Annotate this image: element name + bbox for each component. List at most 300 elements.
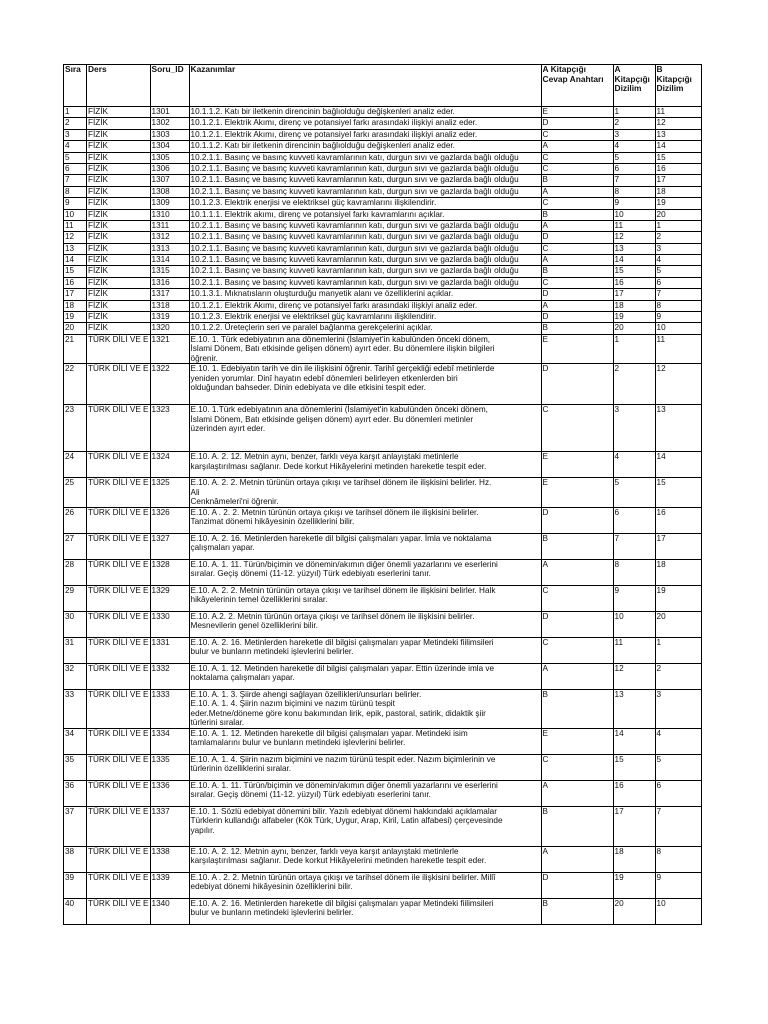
- table-row: [64, 898, 702, 924]
- table-row: [64, 559, 702, 585]
- table-row: [64, 277, 702, 288]
- row-a-dizilim-cell: 12: [613, 663, 655, 689]
- row-cevap-cell: D: [541, 872, 613, 898]
- row-sira-cell: 20: [64, 323, 87, 334]
- table-row: [64, 728, 702, 754]
- row-cevap-cell: D: [541, 312, 613, 323]
- row-ders-cell: FİZİK: [87, 312, 151, 323]
- row-ders-cell: FİZİK: [87, 209, 151, 220]
- row-sira-cell: 1: [64, 107, 87, 118]
- row-cevap-cell: A: [541, 780, 613, 806]
- row-b-dizilim-cell: 11: [655, 334, 701, 364]
- row-soru-id-cell: 1335: [150, 754, 189, 780]
- row-sira-cell: 31: [64, 637, 87, 663]
- row-a-dizilim-cell: 20: [613, 323, 655, 334]
- row-sira-cell: 27: [64, 533, 87, 559]
- row-cevap-cell: E: [541, 478, 613, 508]
- row-b-dizilim-cell: 9: [655, 312, 701, 323]
- table-row: [64, 585, 702, 611]
- row-b-dizilim-cell: 12: [655, 364, 701, 405]
- row-soru-id-cell: 1328: [150, 559, 189, 585]
- row-cevap-cell: C: [541, 152, 613, 163]
- table-row: [64, 689, 702, 728]
- row-a-dizilim-cell: 1: [613, 107, 655, 118]
- row-sira-cell: 35: [64, 754, 87, 780]
- row-sira-cell: 3: [64, 129, 87, 140]
- table-row: [64, 220, 702, 231]
- row-a-dizilim-cell: 5: [613, 152, 655, 163]
- row-cevap-cell: C: [541, 405, 613, 452]
- row-b-dizilim-cell: 13: [655, 129, 701, 140]
- row-soru-id-cell: 1333: [150, 689, 189, 728]
- row-sira-cell: 15: [64, 266, 87, 277]
- row-kazanim-cell: 10.2.1.1. Basınç ve basınç kuvveti kavramlarının katı, durgun sıvı ve gazlarda bağlı olduğu: [189, 163, 541, 174]
- row-ders-cell: FİZİK: [87, 220, 151, 231]
- row-ders-cell: FİZİK: [87, 107, 151, 118]
- row-b-dizilim-cell: 16: [655, 163, 701, 174]
- row-ders-cell: FİZİK: [87, 266, 151, 277]
- row-a-dizilim-cell: 3: [613, 405, 655, 452]
- row-b-dizilim-cell: 2: [655, 663, 701, 689]
- row-ders-cell: TÜRK DİLİ VE E: [87, 533, 151, 559]
- row-cevap-cell: E: [541, 452, 613, 478]
- row-a-dizilim-cell: 2: [613, 364, 655, 405]
- row-ders-cell: TÜRK DİLİ VE E: [87, 637, 151, 663]
- table-row: [64, 175, 702, 186]
- row-soru-id-cell: 1316: [150, 277, 189, 288]
- row-a-dizilim-cell: 19: [613, 872, 655, 898]
- row-sira-cell: 26: [64, 507, 87, 533]
- row-b-dizilim-cell: 3: [655, 243, 701, 254]
- row-ders-cell: FİZİK: [87, 255, 151, 266]
- table-row: [64, 533, 702, 559]
- row-kazanim-cell: E.10. A . 2. 2. Metnin türünün ortaya çıkışı ve tarihsel dönem ile ilişkisini belirler. Tanzimat dönemi hikâyesinin özelliklerini bilir.: [189, 507, 541, 533]
- row-ders-cell: FİZİK: [87, 186, 151, 197]
- row-b-dizilim-cell: 8: [655, 300, 701, 311]
- row-a-dizilim-cell: 17: [613, 289, 655, 300]
- row-ders-cell: FİZİK: [87, 243, 151, 254]
- row-cevap-cell: D: [541, 507, 613, 533]
- row-soru-id-cell: 1313: [150, 243, 189, 254]
- row-cevap-cell: A: [541, 220, 613, 231]
- row-a-dizilim-cell: 10: [613, 209, 655, 220]
- row-a-dizilim-cell: 19: [613, 312, 655, 323]
- row-cevap-cell: C: [541, 754, 613, 780]
- row-a-dizilim-cell: 2: [613, 118, 655, 129]
- row-sira-cell: 24: [64, 452, 87, 478]
- row-a-dizilim-cell: 17: [613, 806, 655, 846]
- row-cevap-cell: A: [541, 186, 613, 197]
- row-cevap-cell: B: [541, 806, 613, 846]
- row-a-dizilim-cell: 4: [613, 141, 655, 152]
- row-ders-cell: TÜRK DİLİ VE E: [87, 507, 151, 533]
- table-row: [64, 872, 702, 898]
- row-cevap-cell: B: [541, 689, 613, 728]
- row-cevap-cell: D: [541, 289, 613, 300]
- row-a-dizilim-cell: 20: [613, 898, 655, 924]
- row-a-dizilim-cell: 16: [613, 277, 655, 288]
- table-row: [64, 806, 702, 846]
- row-soru-id-cell: 1331: [150, 637, 189, 663]
- row-cevap-cell: C: [541, 198, 613, 209]
- row-a-dizilim-cell: 7: [613, 175, 655, 186]
- row-b-dizilim-cell: 12: [655, 118, 701, 129]
- row-sira-cell: 7: [64, 175, 87, 186]
- row-soru-id-cell: 1326: [150, 507, 189, 533]
- table-row: [64, 300, 702, 311]
- table-row: [64, 198, 702, 209]
- row-cevap-cell: E: [541, 728, 613, 754]
- row-cevap-cell: D: [541, 232, 613, 243]
- table-row: [64, 334, 702, 364]
- row-cevap-cell: C: [541, 277, 613, 288]
- row-sira-cell: 12: [64, 232, 87, 243]
- table-row: [64, 186, 702, 197]
- row-soru-id-cell: 1338: [150, 846, 189, 872]
- row-soru-id-cell: 1321: [150, 334, 189, 364]
- row-kazanim-cell: 10.1.2.1. Elektrik Akımı, direnç ve potansiyel farkı arasındaki ilişkiyi analiz eder.: [189, 300, 541, 311]
- header-row: [64, 65, 702, 107]
- row-b-dizilim-cell: 17: [655, 175, 701, 186]
- answer-key-table: [63, 64, 702, 925]
- row-a-dizilim-cell: 6: [613, 163, 655, 174]
- table-body: [64, 107, 702, 925]
- table-row: [64, 141, 702, 152]
- row-ders-cell: TÜRK DİLİ VE E: [87, 728, 151, 754]
- row-kazanim-cell: E.10. A. 2. 16. Metinlerden hareketle dil bilgisi çalışmaları yapar Metindeki fiilimsileri bulur ve bunların metindeki işlevlerini belirler.: [189, 637, 541, 663]
- row-kazanim-cell: 10.2.1.1. Basınç ve basınç kuvveti kavramlarının katı, durgun sıvı ve gazlarda bağlı olduğu: [189, 255, 541, 266]
- row-b-dizilim-cell: 11: [655, 107, 701, 118]
- row-sira-cell: 5: [64, 152, 87, 163]
- row-a-dizilim-cell: 9: [613, 585, 655, 611]
- row-cevap-cell: C: [541, 243, 613, 254]
- row-kazanim-cell: E.10. A. 2. 12. Metnin aynı, benzer, farklı veya karşıt anlayıştaki metinlerle karşılaştırılması sağlanır. Dede korkut Hikâyelerini metinden hareketle tespit eder.: [189, 452, 541, 478]
- row-kazanim-cell: E.10. A. 2. 12. Metnin aynı, benzer, farklı veya karşıt anlayıştaki metinlerle karşılaştırılması sağlanır. Dede korkut Hikâyelerini metinden hareketle tespit eder.: [189, 846, 541, 872]
- row-ders-cell: TÜRK DİLİ VE E: [87, 452, 151, 478]
- row-a-dizilim-cell: 1: [613, 334, 655, 364]
- row-b-dizilim-cell: 5: [655, 266, 701, 277]
- table-row: [64, 129, 702, 140]
- row-kazanim-cell: E.10. 1. Edebiyatın tarih ve din ile ilişkisini öğrenir. Tarihî gerçekliği edebî metinlerde yeniden yorumlar. Dinî hayatın edebî dönemleri belirleyen etkenlerden biri olduğundan bahseder. Dinin edebiyata ve dile etkisini tespit eder.: [189, 364, 541, 405]
- row-kazanim-cell: 10.1.3.1. Mıknatısların oluşturduğu manyetik alanı ve özelliklerini açıklar.: [189, 289, 541, 300]
- table-row: [64, 209, 702, 220]
- row-a-dizilim-cell: 14: [613, 728, 655, 754]
- row-kazanim-cell: E.10. A. 1. 12. Metinden hareketle dil bilgisi çalışmaları yapar. Ettin üzerinde imla ve noktalama çalışmaları yapar.: [189, 663, 541, 689]
- row-kazanim-cell: E.10. A. 1. 3. Şiirde ahengi sağlayan özellikleri/unsurları belirler. E.10. A. 1. 4. Şiirin nazım biçimini ve nazım türünü tespit eder.Metne/döneme göre konu bakımından lirik, epik, pastoral, satirik, didaktik şiir türlerini sıralar.: [189, 689, 541, 728]
- row-kazanim-cell: 10.1.1.2. Katı bir iletkenin direncinin bağlıolduğu değişkenleri analiz eder.: [189, 141, 541, 152]
- row-soru-id-cell: 1317: [150, 289, 189, 300]
- row-kazanim-cell: E.10. A. 1. 4. Şiirin nazım biçimini ve nazım türünü tespit eder. Nazım biçimlerinin ve türlerinin özelliklerini sıralar.: [189, 754, 541, 780]
- row-soru-id-cell: 1329: [150, 585, 189, 611]
- row-kazanim-cell: 10.2.1.1. Basınç ve basınç kuvveti kavramlarının katı, durgun sıvı ve gazlarda bağlı olduğu: [189, 266, 541, 277]
- row-ders-cell: FİZİK: [87, 163, 151, 174]
- row-b-dizilim-cell: 15: [655, 152, 701, 163]
- row-sira-cell: 22: [64, 364, 87, 405]
- row-cevap-cell: D: [541, 118, 613, 129]
- row-ders-cell: TÜRK DİLİ VE E: [87, 478, 151, 508]
- row-ders-cell: TÜRK DİLİ VE E: [87, 334, 151, 364]
- row-sira-cell: 39: [64, 872, 87, 898]
- row-a-dizilim-cell: 9: [613, 198, 655, 209]
- row-soru-id-cell: 1332: [150, 663, 189, 689]
- row-sira-cell: 8: [64, 186, 87, 197]
- row-soru-id-cell: 1310: [150, 209, 189, 220]
- row-soru-id-cell: 1311: [150, 220, 189, 231]
- row-a-dizilim-cell: 18: [613, 846, 655, 872]
- row-soru-id-cell: 1303: [150, 129, 189, 140]
- header-kazanimlar: Kazanımlar: [189, 65, 541, 107]
- table-row: [64, 478, 702, 508]
- row-b-dizilim-cell: 10: [655, 898, 701, 924]
- row-kazanim-cell: E.10. 1. Türk edebiyatının ana dönemlerini (İslamiyet'in kabulünden önceki dönem, İslami Dönem, Batı etkisinde gelişen dönem) ayırt eder. Bu dönemlere ilişkin bilgileri öğrenir.: [189, 334, 541, 364]
- row-b-dizilim-cell: 20: [655, 611, 701, 637]
- row-kazanim-cell: 10.1.1.2. Katı bir iletkenin direncinin bağlıolduğu değişkenleri analiz eder.: [189, 107, 541, 118]
- row-ders-cell: FİZİK: [87, 152, 151, 163]
- row-b-dizilim-cell: 6: [655, 277, 701, 288]
- row-soru-id-cell: 1320: [150, 323, 189, 334]
- row-b-dizilim-cell: 14: [655, 452, 701, 478]
- header-sira: Sıra: [64, 65, 87, 107]
- row-cevap-cell: D: [541, 611, 613, 637]
- row-kazanim-cell: 10.2.1.1. Basınç ve basınç kuvveti kavramlarının katı, durgun sıvı ve gazlarda bağlı olduğu: [189, 232, 541, 243]
- row-b-dizilim-cell: 18: [655, 559, 701, 585]
- row-a-dizilim-cell: 7: [613, 533, 655, 559]
- row-soru-id-cell: 1319: [150, 312, 189, 323]
- row-ders-cell: FİZİK: [87, 198, 151, 209]
- row-ders-cell: TÜRK DİLİ VE E: [87, 806, 151, 846]
- row-kazanim-cell: E.10. 1. Sözlü edebiyat dönemini bilir. Yazılı edebiyat dönemi hakkındaki açıklamalar Türklerin kullandığı alfabeler (Kök Türk, Uygur, Arap, Kiril, Latin alfabesi) çerçevesinde yapılır.: [189, 806, 541, 846]
- row-sira-cell: 37: [64, 806, 87, 846]
- row-soru-id-cell: 1307: [150, 175, 189, 186]
- row-sira-cell: 19: [64, 312, 87, 323]
- row-a-dizilim-cell: 13: [613, 243, 655, 254]
- row-soru-id-cell: 1309: [150, 198, 189, 209]
- table-row: [64, 289, 702, 300]
- row-kazanim-cell: E.10. A. 1. 11. Türün/biçimin ve dönemin/akımın diğer önemli yazarlarını ve eserlerini sıralar. Geçiş dönemi (11-12. yüzyıl) Türk edebiyatı eserlerini tanır.: [189, 780, 541, 806]
- row-a-dizilim-cell: 11: [613, 637, 655, 663]
- row-soru-id-cell: 1336: [150, 780, 189, 806]
- row-b-dizilim-cell: 20: [655, 209, 701, 220]
- row-sira-cell: 2: [64, 118, 87, 129]
- row-kazanim-cell: 10.1.2.1. Elektrik Akımı, direnç ve potansiyel farkı arasındaki ilişkiyi analiz eder.: [189, 129, 541, 140]
- row-b-dizilim-cell: 1: [655, 637, 701, 663]
- row-soru-id-cell: 1305: [150, 152, 189, 163]
- row-cevap-cell: A: [541, 255, 613, 266]
- row-kazanim-cell: E.10. A. 1. 11. Türün/biçimin ve dönemin/akımın diğer önemli yazarlarını ve eserlerini sıralar. Geçiş dönemi (11-12. yüzyıl) Türk edebiyatı eserlerini tanır.: [189, 559, 541, 585]
- row-a-dizilim-cell: 6: [613, 507, 655, 533]
- row-cevap-cell: E: [541, 334, 613, 364]
- row-cevap-cell: E: [541, 107, 613, 118]
- row-b-dizilim-cell: 2: [655, 232, 701, 243]
- row-soru-id-cell: 1339: [150, 872, 189, 898]
- row-b-dizilim-cell: 5: [655, 754, 701, 780]
- row-soru-id-cell: 1322: [150, 364, 189, 405]
- row-b-dizilim-cell: 14: [655, 141, 701, 152]
- row-a-dizilim-cell: 15: [613, 754, 655, 780]
- row-cevap-cell: C: [541, 163, 613, 174]
- row-kazanim-cell: 10.2.1.1. Basınç ve basınç kuvveti kavramlarının katı, durgun sıvı ve gazlarda bağlı olduğu: [189, 220, 541, 231]
- row-kazanim-cell: E.10. A. 2. 16. Metinlerden hareketle dil bilgisi çalışmaları yapar Metindeki fiilimsileri bulur ve bunların metindeki işlevlerini belirler.: [189, 898, 541, 924]
- row-b-dizilim-cell: 7: [655, 806, 701, 846]
- table-row: [64, 107, 702, 118]
- row-sira-cell: 34: [64, 728, 87, 754]
- row-kazanim-cell: E.10. A. 2. 2. Metnin türünün ortaya çıkışı ve tarihsel dönem ile ilişkisini belirler. Hz. Ali Cenknâmeleri'ni öğrenir.: [189, 478, 541, 508]
- row-b-dizilim-cell: 19: [655, 198, 701, 209]
- row-cevap-cell: C: [541, 129, 613, 140]
- row-soru-id-cell: 1334: [150, 728, 189, 754]
- row-cevap-cell: A: [541, 559, 613, 585]
- row-cevap-cell: B: [541, 898, 613, 924]
- row-b-dizilim-cell: 10: [655, 323, 701, 334]
- row-kazanim-cell: 10.1.2.3. Elektrik enerjisi ve elektriksel güç kavramlarını ilişkilendirir.: [189, 312, 541, 323]
- table-row: [64, 152, 702, 163]
- row-a-dizilim-cell: 3: [613, 129, 655, 140]
- row-a-dizilim-cell: 14: [613, 255, 655, 266]
- row-sira-cell: 25: [64, 478, 87, 508]
- row-b-dizilim-cell: 13: [655, 405, 701, 452]
- row-a-dizilim-cell: 18: [613, 300, 655, 311]
- row-ders-cell: FİZİK: [87, 289, 151, 300]
- row-soru-id-cell: 1312: [150, 232, 189, 243]
- row-kazanim-cell: E.10. A.2. 2. Metnin türünün ortaya çıkışı ve tarihsel dönem ile ilişkisini belirler. Mesnevilerin genel özelliklerini bilir.: [189, 611, 541, 637]
- row-soru-id-cell: 1325: [150, 478, 189, 508]
- table-row: [64, 323, 702, 334]
- table-row: [64, 312, 702, 323]
- row-kazanim-cell: 10.2.1.1. Basınç ve basınç kuvveti kavramlarının katı, durgun sıvı ve gazlarda bağlı olduğu: [189, 243, 541, 254]
- row-sira-cell: 4: [64, 141, 87, 152]
- row-sira-cell: 16: [64, 277, 87, 288]
- row-a-dizilim-cell: 13: [613, 689, 655, 728]
- header-ders: Ders: [87, 65, 151, 107]
- row-soru-id-cell: 1304: [150, 141, 189, 152]
- row-kazanim-cell: 10.2.1.1. Basınç ve basınç kuvveti kavramlarının katı, durgun sıvı ve gazlarda bağlı olduğu: [189, 186, 541, 197]
- row-b-dizilim-cell: 4: [655, 255, 701, 266]
- table-row: [64, 507, 702, 533]
- row-ders-cell: TÜRK DİLİ VE E: [87, 872, 151, 898]
- row-cevap-cell: C: [541, 585, 613, 611]
- row-a-dizilim-cell: 8: [613, 186, 655, 197]
- table-row: [64, 452, 702, 478]
- row-ders-cell: TÜRK DİLİ VE E: [87, 585, 151, 611]
- row-sira-cell: 38: [64, 846, 87, 872]
- row-cevap-cell: A: [541, 141, 613, 152]
- row-soru-id-cell: 1327: [150, 533, 189, 559]
- row-soru-id-cell: 1330: [150, 611, 189, 637]
- row-b-dizilim-cell: 9: [655, 872, 701, 898]
- row-sira-cell: 33: [64, 689, 87, 728]
- row-cevap-cell: B: [541, 266, 613, 277]
- row-a-dizilim-cell: 4: [613, 452, 655, 478]
- row-sira-cell: 30: [64, 611, 87, 637]
- row-cevap-cell: A: [541, 663, 613, 689]
- row-cevap-cell: A: [541, 846, 613, 872]
- row-sira-cell: 14: [64, 255, 87, 266]
- table-row: [64, 243, 702, 254]
- row-ders-cell: TÜRK DİLİ VE E: [87, 559, 151, 585]
- row-kazanim-cell: E.10. A . 2. 2. Metnin türünün ortaya çıkışı ve tarihsel dönem ile ilişkisini belirler. Millî edebiyat dönemi hikâyesinin özelliklerini bilir.: [189, 872, 541, 898]
- table-row: [64, 780, 702, 806]
- row-ders-cell: FİZİK: [87, 277, 151, 288]
- row-a-dizilim-cell: 12: [613, 232, 655, 243]
- row-a-dizilim-cell: 10: [613, 611, 655, 637]
- table-row: [64, 255, 702, 266]
- row-ders-cell: TÜRK DİLİ VE E: [87, 846, 151, 872]
- row-kazanim-cell: E.10. A. 2. 16. Metinlerden hareketle dil bilgisi çalışmaları yapar. İmla ve noktalama çalışmaları yapar.: [189, 533, 541, 559]
- row-sira-cell: 13: [64, 243, 87, 254]
- row-ders-cell: TÜRK DİLİ VE E: [87, 898, 151, 924]
- row-kazanim-cell: 10.1.1.1. Elektrik akımı, direnç ve potansiyel farkı kavramlarını açıklar.: [189, 209, 541, 220]
- row-b-dizilim-cell: 17: [655, 533, 701, 559]
- row-sira-cell: 23: [64, 405, 87, 452]
- table-row: [64, 364, 702, 405]
- table-row: [64, 405, 702, 452]
- row-b-dizilim-cell: 4: [655, 728, 701, 754]
- row-soru-id-cell: 1302: [150, 118, 189, 129]
- row-sira-cell: 32: [64, 663, 87, 689]
- table-row: [64, 266, 702, 277]
- row-ders-cell: FİZİK: [87, 141, 151, 152]
- table-row: [64, 846, 702, 872]
- row-ders-cell: TÜRK DİLİ VE E: [87, 754, 151, 780]
- row-ders-cell: FİZİK: [87, 232, 151, 243]
- header-a-cevap-anahtari: A Kitapçığı Cevap Anahtarı: [541, 65, 613, 107]
- row-b-dizilim-cell: 16: [655, 507, 701, 533]
- row-sira-cell: 11: [64, 220, 87, 231]
- table-row: [64, 611, 702, 637]
- table-row: [64, 232, 702, 243]
- row-ders-cell: FİZİK: [87, 118, 151, 129]
- row-kazanim-cell: E.10. A. 2. 2. Metnin türünün ortaya çıkışı ve tarihsel dönem ile ilişkisini belirler. Halk hikâyelerinin temel özelliklerini sıralar.: [189, 585, 541, 611]
- row-soru-id-cell: 1308: [150, 186, 189, 197]
- table-row: [64, 754, 702, 780]
- table-row: [64, 118, 702, 129]
- row-cevap-cell: B: [541, 175, 613, 186]
- row-soru-id-cell: 1337: [150, 806, 189, 846]
- row-sira-cell: 6: [64, 163, 87, 174]
- row-kazanim-cell: 10.2.1.1. Basınç ve basınç kuvveti kavramlarının katı, durgun sıvı ve gazlarda bağlı olduğu: [189, 277, 541, 288]
- row-sira-cell: 21: [64, 334, 87, 364]
- row-sira-cell: 28: [64, 559, 87, 585]
- row-ders-cell: FİZİK: [87, 300, 151, 311]
- row-ders-cell: TÜRK DİLİ VE E: [87, 611, 151, 637]
- header-a-dizilim: A Kitapçığı Dizilim: [613, 65, 655, 107]
- row-b-dizilim-cell: 6: [655, 780, 701, 806]
- row-a-dizilim-cell: 5: [613, 478, 655, 508]
- row-sira-cell: 18: [64, 300, 87, 311]
- row-kazanim-cell: 10.1.2.2. Üreteçlerin seri ve paralel bağlanma gerekçelerini açıklar.: [189, 323, 541, 334]
- row-ders-cell: TÜRK DİLİ VE E: [87, 689, 151, 728]
- row-ders-cell: TÜRK DİLİ VE E: [87, 405, 151, 452]
- row-sira-cell: 29: [64, 585, 87, 611]
- row-b-dizilim-cell: 8: [655, 846, 701, 872]
- row-ders-cell: TÜRK DİLİ VE E: [87, 364, 151, 405]
- row-soru-id-cell: 1318: [150, 300, 189, 311]
- row-b-dizilim-cell: 19: [655, 585, 701, 611]
- row-a-dizilim-cell: 8: [613, 559, 655, 585]
- header-b-dizilim: B Kitapçığı Dizilim: [655, 65, 701, 107]
- row-kazanim-cell: 10.1.2.1. Elektrik Akımı, direnç ve potansiyel farkı arasındaki ilişkiyi analiz eder.: [189, 118, 541, 129]
- row-kazanim-cell: 10.2.1.1. Basınç ve basınç kuvveti kavramlarının katı, durgun sıvı ve gazlarda bağlı olduğu: [189, 175, 541, 186]
- table-row: [64, 163, 702, 174]
- row-b-dizilim-cell: 3: [655, 689, 701, 728]
- row-kazanim-cell: 10.2.1.1. Basınç ve basınç kuvveti kavramlarının katı, durgun sıvı ve gazlarda bağlı olduğu: [189, 152, 541, 163]
- row-kazanim-cell: E.10. A. 1. 12. Metinden hareketle dil bilgisi çalışmaları yapar. Metindeki isim tamlamalarını bulur ve bunların metindeki işlevlerini belirler.: [189, 728, 541, 754]
- row-soru-id-cell: 1323: [150, 405, 189, 452]
- row-b-dizilim-cell: 1: [655, 220, 701, 231]
- row-cevap-cell: C: [541, 637, 613, 663]
- row-sira-cell: 17: [64, 289, 87, 300]
- row-kazanim-cell: 10.1.2.3. Elektrik enerjisi ve elektriksel güç kavramlarını ilişkilendirir.: [189, 198, 541, 209]
